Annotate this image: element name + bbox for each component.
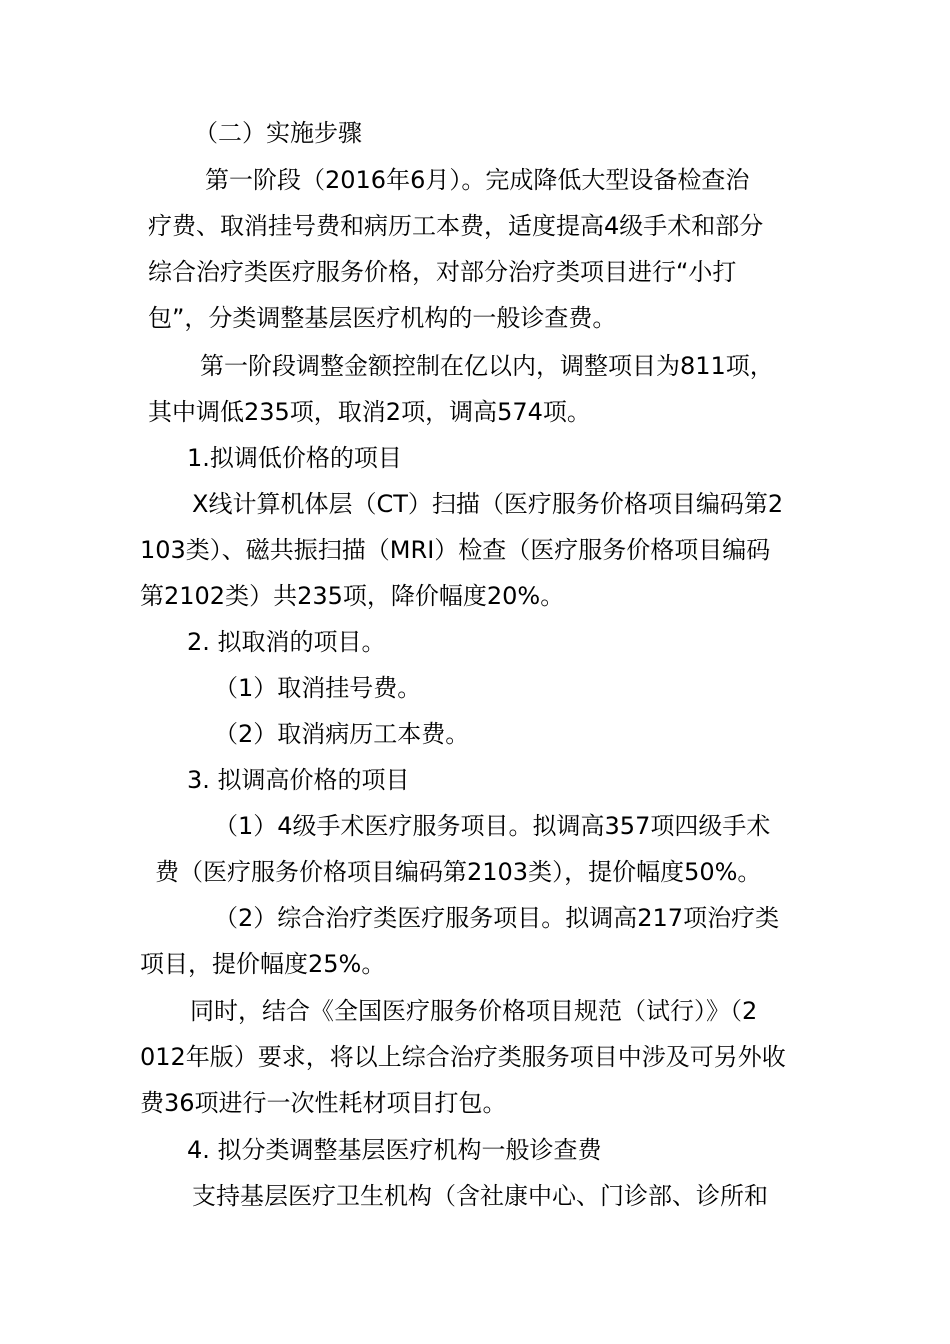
item2-sub2: （2）取消病历工本费。 [214,720,470,748]
item3-sub1-line-2: 费（医疗服务价格项目编码第2103类），提价幅度50%。 [155,858,762,886]
item2-sub1: （1）取消挂号费。 [214,674,422,702]
phase1-amount-line-2: 其中调低235项，取消2项，调高574项。 [148,398,591,426]
bundle-paragraph-line-3: 费36项进行一次性耗材项目打包。 [140,1089,507,1117]
item4-text-line-1: 支持基层医疗卫生机构（含社康中心、门诊部、诊所和 [192,1182,768,1210]
item3-heading: 3. 拟调高价格的项目 [187,766,410,794]
bundle-paragraph-line-1: 同时，结合《全国医疗服务价格项目规范（试行）》（2 [190,997,758,1025]
phase1-amount-line-1: 第一阶段调整金额控制在亿以内，调整项目为811项， [200,352,774,380]
item1-text-line-1: X线计算机体层（CT）扫描（医疗服务价格项目编码第2 [192,490,784,518]
item1-text-line-3: 第2102类）共235项，降价幅度20%。 [140,582,565,610]
item3-sub2-line-1: （2）综合治疗类医疗服务项目。拟调高217项治疗类 [214,904,780,932]
item1-text-line-2: 103类）、磁共振扫描（MRI）检查（医疗服务价格项目编码 [140,536,771,564]
phase1-paragraph-line-3: 综合治疗类医疗服务价格，对部分治疗类项目进行“小打 [148,258,737,286]
phase1-paragraph-line-1: 第一阶段（2016年6月）。完成降低大型设备检查治 [205,166,750,194]
item1-heading: 1.拟调低价格的项目 [187,444,402,472]
item3-sub2-line-2: 项目，提价幅度25%。 [140,950,386,978]
item4-heading: 4. 拟分类调整基层医疗机构一般诊查费 [187,1136,602,1164]
phase1-paragraph-line-2: 疗费、取消挂号费和病历工本费，适度提高4级手术和部分 [148,212,764,240]
item2-heading: 2. 拟取消的项目。 [187,628,386,656]
phase1-paragraph-line-4: 包”，分类调整基层医疗机构的一般诊查费。 [148,304,617,332]
bundle-paragraph-line-2: 012年版）要求，将以上综合治疗类服务项目中涉及可另外收 [140,1043,786,1071]
item3-sub1-line-1: （1）4级手术医疗服务项目。拟调高357项四级手术 [214,812,771,840]
section-heading: （二）实施步骤 [194,119,362,147]
